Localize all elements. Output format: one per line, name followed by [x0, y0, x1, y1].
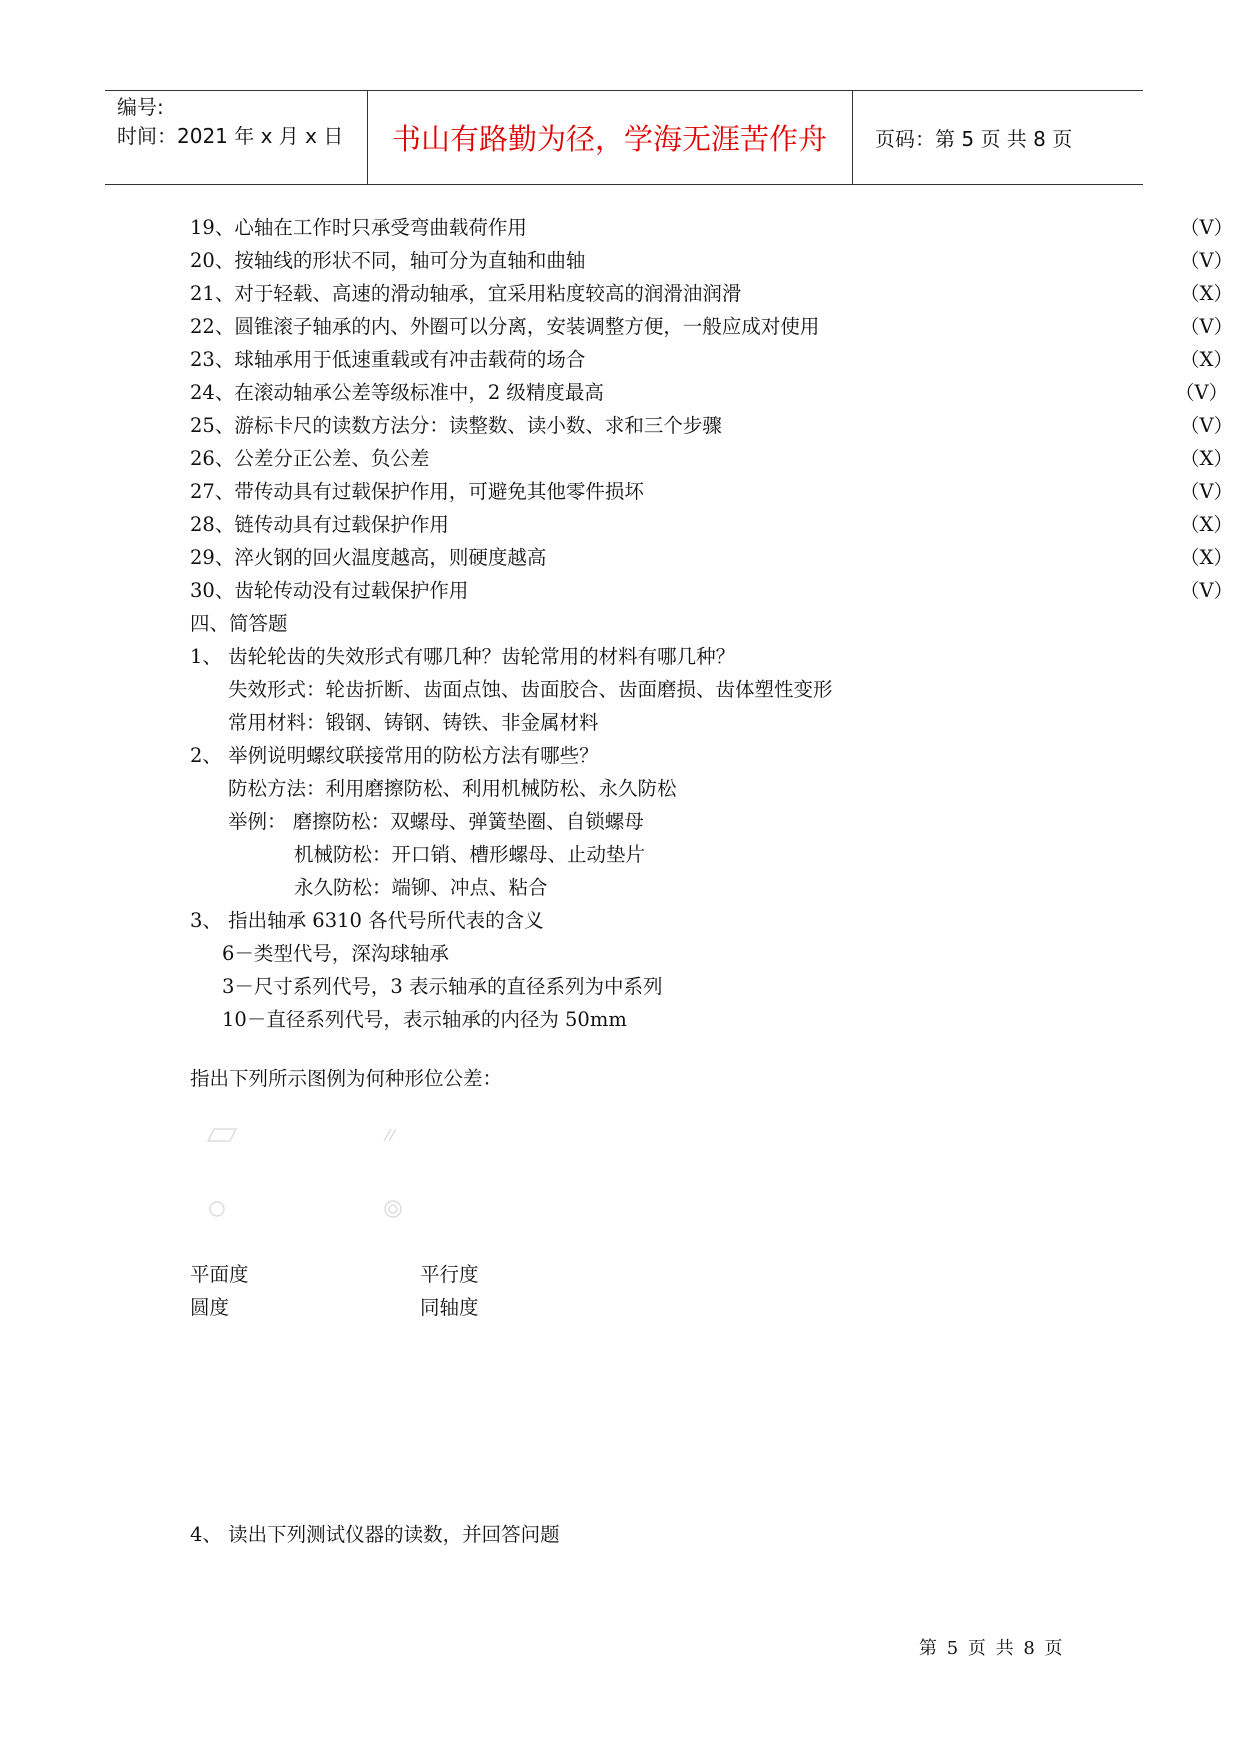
- judgment-text: 28、链传动具有过载保护作用: [190, 513, 449, 536]
- number-label: 编号:: [117, 95, 164, 119]
- judgment-text: 23、球轴承用于低速重载或有冲击载荷的场合: [190, 348, 586, 371]
- section-title: 四、简答题: [190, 612, 288, 635]
- judgment-mark: （V）: [1180, 216, 1234, 239]
- question-2: 2、 举例说明螺纹联接常用的防松方法有哪些？: [190, 744, 599, 767]
- judgment-item: [190, 278, 1233, 310]
- question-1: 1、 齿轮轮齿的失效形式有哪几种？齿轮常用的材料有哪几种？: [190, 645, 736, 668]
- header-info: [117, 93, 367, 151]
- judgment-text: 25、游标卡尺的读数方法分：读整数、读小数、求和三个步骤: [190, 414, 722, 437]
- parallelism-label: 平行度: [420, 1263, 479, 1286]
- parallelism-icon: [380, 1126, 400, 1144]
- judgment-item: [190, 575, 1234, 607]
- time-label: 时间：2021 年 x 月 x 日: [117, 124, 344, 148]
- question-3: 3、 指出轴承 6310 各代号所代表的含义: [190, 909, 544, 932]
- judgment-text: 24、在滚动轴承公差等级标准中，2 级精度最高: [190, 381, 604, 404]
- page-footer: 第 5 页 共 8 页: [919, 1638, 1065, 1659]
- judgment-item: [190, 410, 1234, 442]
- judgment-text: 19、心轴在工作时只承受弯曲载荷作用: [190, 216, 527, 239]
- answer-line: 机械防松：开口销、槽形螺母、止动垫片: [294, 843, 646, 866]
- coaxiality-label: 同轴度: [420, 1296, 479, 1319]
- answer-line: 6－类型代号，深沟球轴承: [222, 942, 449, 965]
- judgment-item: [190, 311, 1234, 343]
- judgment-item: [190, 542, 1233, 574]
- judgment-text: 30、齿轮传动没有过载保护作用: [190, 579, 469, 602]
- judgment-mark: （V）: [1180, 480, 1234, 503]
- judgment-mark: （V）: [1180, 414, 1234, 437]
- judgment-text: 26、公差分正公差、负公差: [190, 447, 430, 470]
- judgment-mark: （X）: [1180, 282, 1233, 305]
- judgment-mark: （V）: [1180, 249, 1234, 272]
- judgment-text: 21、对于轻载、高速的滑动轴承，宜采用粘度较高的润滑油润滑: [190, 282, 742, 305]
- judgment-mark: （X）: [1180, 546, 1233, 569]
- judgment-item: [190, 212, 1234, 244]
- question-4: 4、 读出下列测试仪器的读数，并回答问题: [190, 1523, 560, 1546]
- judgment-mark: （V）: [1180, 315, 1234, 338]
- roundness-label: 圆度: [190, 1296, 230, 1319]
- judgment-mark: （X）: [1180, 513, 1233, 536]
- answer-line: 防松方法：利用磨擦防松、利用机械防松、永久防松: [228, 777, 677, 800]
- judgment-item: [190, 245, 1234, 277]
- judgment-item: [190, 476, 1234, 508]
- header-motto: 书山有路勤为径，学海无涯苦作舟: [391, 122, 827, 156]
- header-page-label: 页码：第 5 页 共 8 页: [875, 127, 1073, 151]
- header-divider: [852, 91, 853, 184]
- judgment-mark: （V）: [1175, 381, 1229, 404]
- flatness-label: 平面度: [190, 1263, 249, 1286]
- judgment-item: [190, 344, 1233, 376]
- judgment-text: 29、淬火钢的回火温度越高，则硬度越高: [190, 546, 547, 569]
- coaxiality-icon: [383, 1199, 403, 1219]
- judgment-item: [190, 443, 1233, 475]
- judgment-text: 20、按轴线的形状不同，轴可分为直轴和曲轴: [190, 249, 586, 272]
- answer-line: 永久防松：端铆、冲点、粘合: [294, 876, 548, 899]
- judgment-text: 27、带传动具有过载保护作用，可避免其他零件损坏: [190, 480, 644, 503]
- roundness-icon: [208, 1200, 226, 1218]
- answer-line: 10－直径系列代号，表示轴承的内径为 50mm: [222, 1008, 627, 1031]
- judgment-mark: （V）: [1180, 579, 1234, 602]
- judgment-item: [190, 509, 1233, 541]
- judgment-item: [190, 377, 1229, 409]
- judgment-text: 22、圆锥滚子轴承的内、外圈可以分离，安装调整方便，一般应成对使用: [190, 315, 820, 338]
- tolerance-prompt: 指出下列所示图例为何种形位公差：: [190, 1067, 503, 1090]
- answer-line: 3－尺寸系列代号，3 表示轴承的直径系列为中系列: [222, 975, 663, 998]
- flatness-icon: [200, 1127, 240, 1143]
- answer-line: 失效形式：轮齿折断、齿面点蚀、齿面胶合、齿面磨损、齿体塑性变形: [228, 678, 833, 701]
- judgment-mark: （X）: [1180, 447, 1233, 470]
- judgment-mark: （X）: [1180, 348, 1233, 371]
- answer-line: 举例： 磨擦防松：双螺母、弹簧垫圈、自锁螺母: [228, 810, 644, 833]
- answer-line: 常用材料：锻钢、铸钢、铸铁、非金属材料: [228, 711, 599, 734]
- page-header: [105, 90, 1143, 185]
